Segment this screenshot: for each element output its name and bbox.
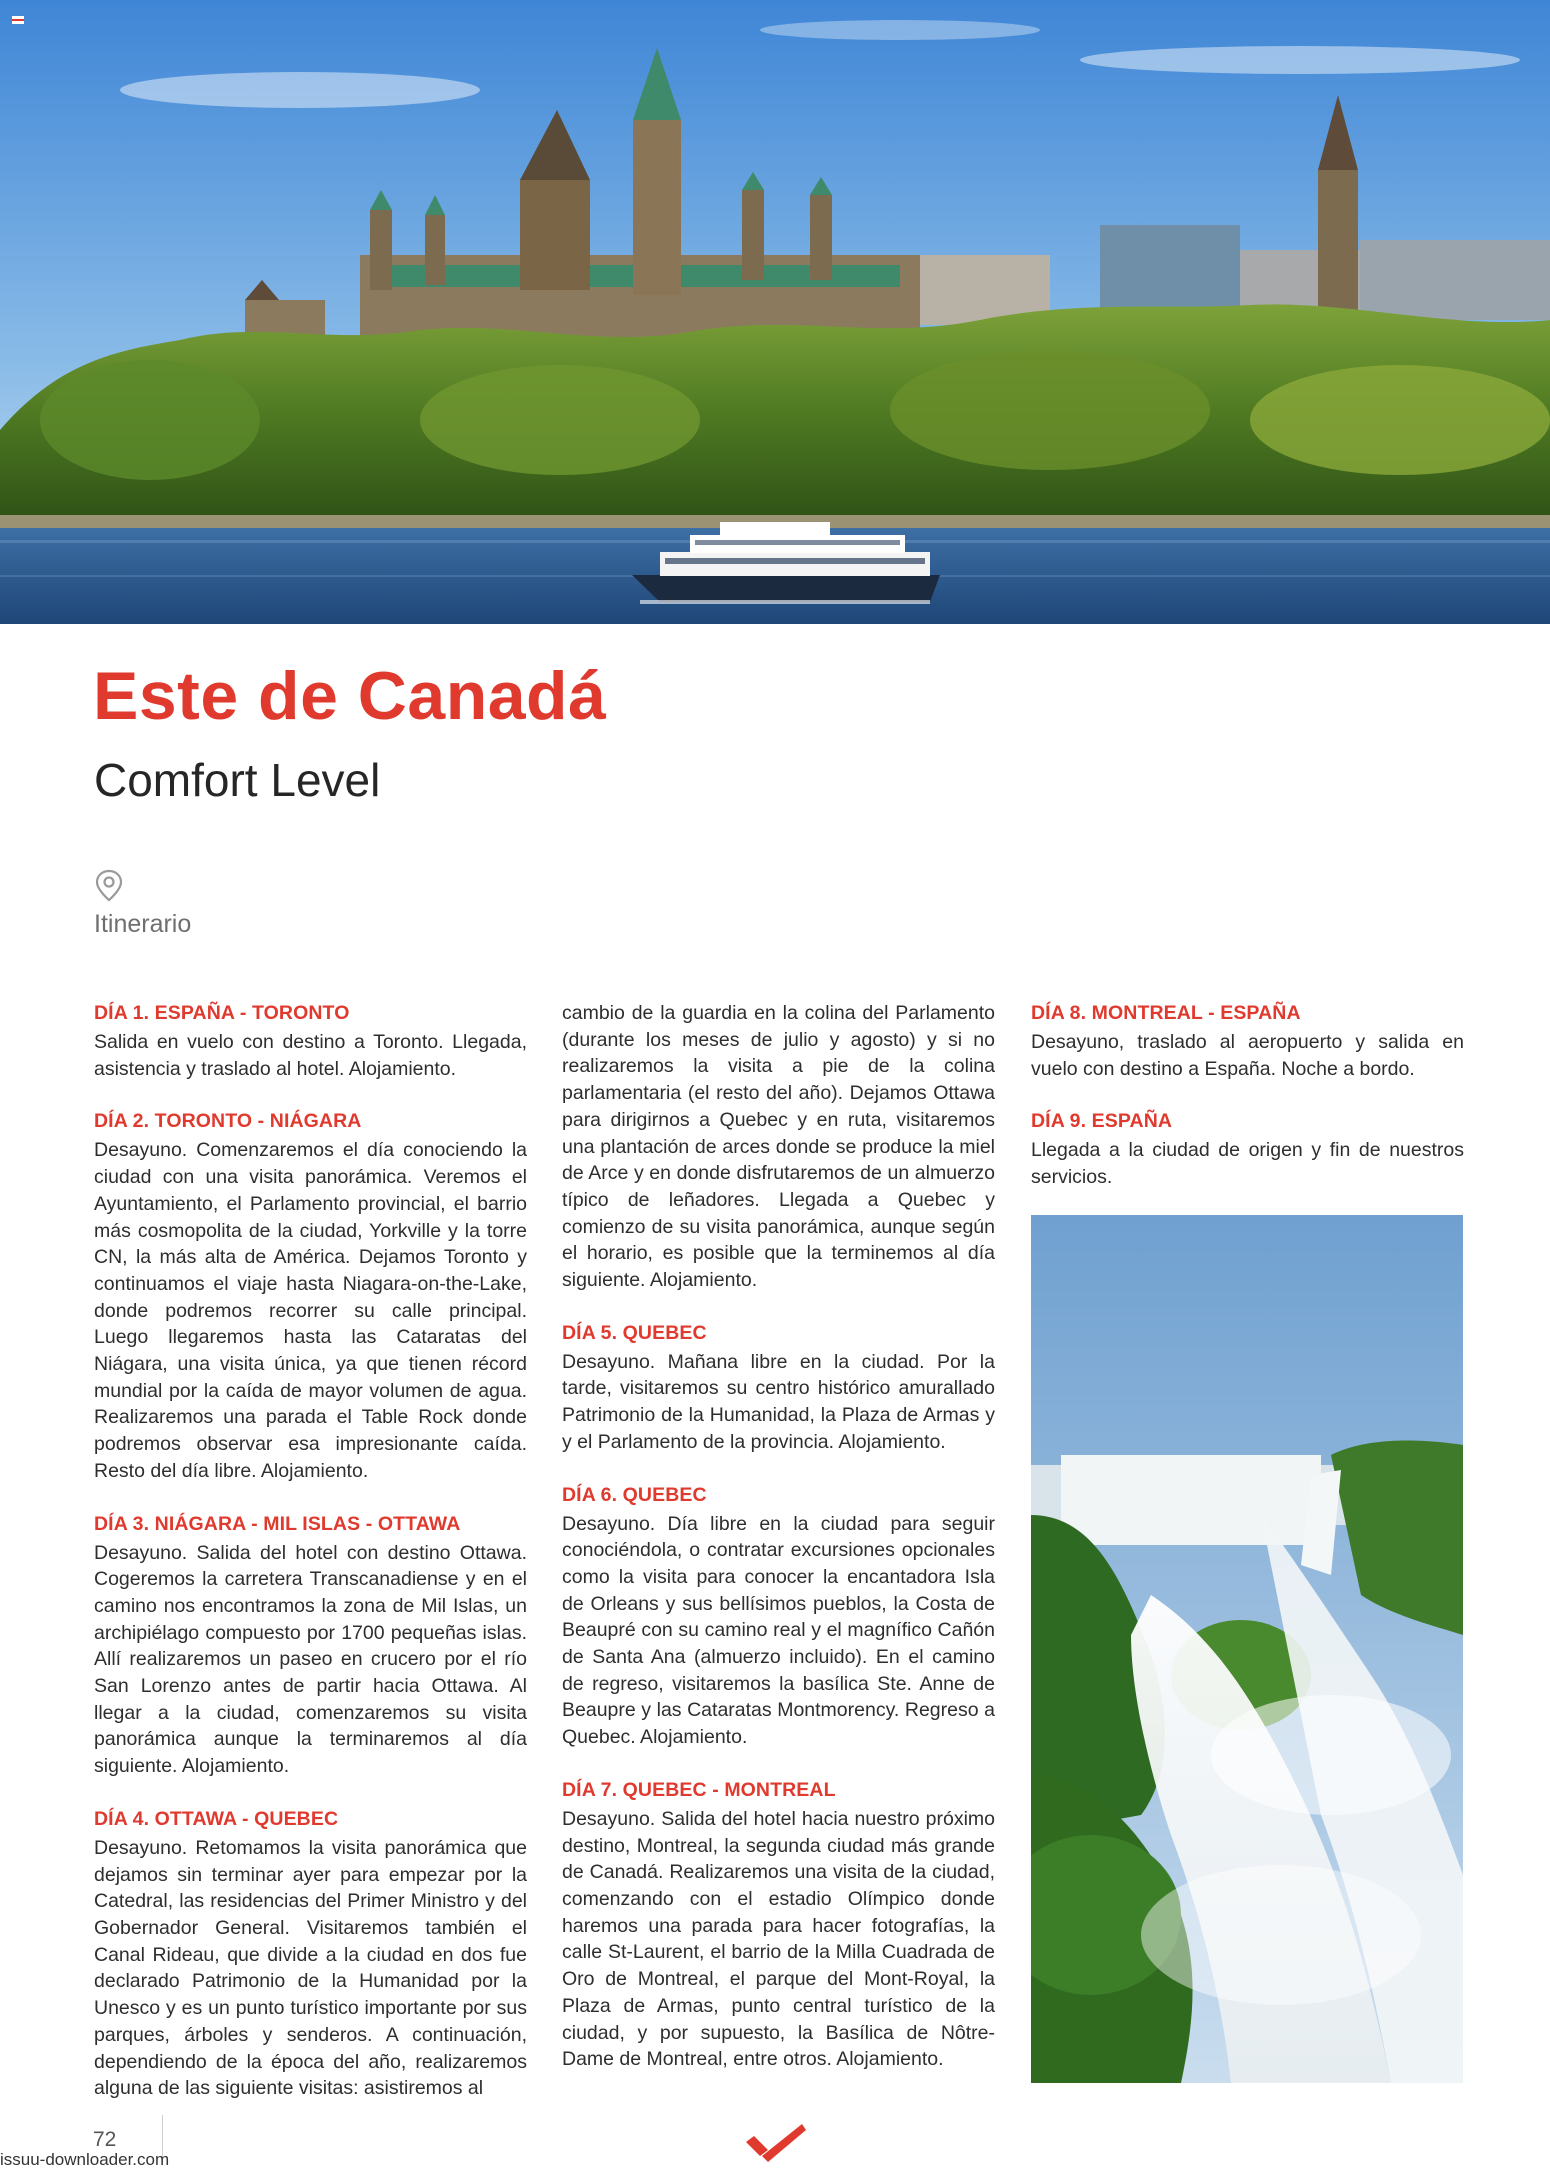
day-description: Desayuno. Salida del hotel hacia nuestro próximo destino, Montreal, la segunda ciudad más grande de Canadá. Realizaremos una visita de la ciudad, comenzando con el estadio Olímpico donde haremos una parada para hacer fotografías, la calle St-Laurent, el barrio de la Milla Cuadrada de Oro de Montreal, el parque del Mont-Royal, la Plaza de Armas, punto central turístico de la ciudad, y por supuesto, la Basílica de Nôtre-Dame de Montreal, entre otros. Alojamiento. xyxy=(562,1807,995,2071)
page-number: 72 xyxy=(93,2128,117,2151)
itinerary-day xyxy=(1031,1108,1464,1190)
day-heading: DÍA 2. TORONTO - NIÁGARA xyxy=(94,1110,362,1133)
itinerary-day xyxy=(562,1482,995,1751)
itinerary-day xyxy=(94,1806,527,2102)
itinerary-day xyxy=(94,1000,527,1082)
day-description: Desayuno. Retomamos la visita panorámica que dejamos sin terminar ayer para empezar por la Catedral, las residencias del Primer Ministro y del Gobernador General. Visitaremos también el Canal Rideau, que divide a la ciudad en dos fue declarado Patrimonio de la Humanidad por la Unesco y es un punto turístico importante por sus parques, árboles y senderos. A continuación, dependiendo de la época del año, realizaremos alguna de las siguiente visitas: asistiremos al xyxy=(94,1836,527,2100)
itinerary-day-continued xyxy=(562,1000,995,1294)
day-heading: DÍA 3. NIÁGARA - MIL ISLAS - OTTAWA xyxy=(94,1512,461,1535)
brand-check-logo xyxy=(742,2120,808,2164)
day-heading: DÍA 1. ESPAÑA - TORONTO xyxy=(94,1002,350,1024)
day-heading: DÍA 8. MONTREAL - ESPAÑA xyxy=(1031,1002,1301,1024)
day-description: Llegada a la ciudad de origen y fin de nuestros servicios. xyxy=(1031,1139,1464,1189)
page-subtitle: Comfort Level xyxy=(94,754,381,806)
itinerary-day xyxy=(94,1511,527,1780)
day-heading: DÍA 7. QUEBEC - MONTREAL xyxy=(562,1778,836,1801)
day-description: Desayuno. Día libre en la ciudad para seguir conociéndola, o contratar excursiones opcionales como la visita para conocer la encantadora Isla de Orleans y sus bellísimos pueblos, la Costa de Beaupré con su camino real y el magnífico Cañón de Santa Ana (almuerzo incluido). En el camino de regreso, visitaremos la basílica Ste. Anne de Beaupre y las Cataratas Montmorency. Regreso a Quebec. Alojamiento. xyxy=(562,1512,995,1749)
day-description: Salida en vuelo con destino a Toronto. Llegada, asistencia y traslado al hotel. Alojamiento. xyxy=(94,1031,527,1080)
waterfall-photo xyxy=(1031,1215,1463,2083)
day-heading: DÍA 6. QUEBEC xyxy=(562,1483,707,1506)
day-description: Desayuno, traslado al aeropuerto y salida en vuelo con destino a España. Noche a bordo. xyxy=(1031,1031,1464,1080)
itinerary-section-label: Itinerario xyxy=(94,910,192,938)
day-heading: DÍA 5. QUEBEC xyxy=(562,1321,707,1344)
flag-mark-icon xyxy=(12,16,24,24)
itinerary-day xyxy=(1031,1000,1464,1082)
itinerary-column-3 xyxy=(1031,1000,1464,1217)
location-pin-icon xyxy=(94,869,124,903)
itinerary-day xyxy=(94,1108,527,1484)
itinerary-column-1 xyxy=(94,1000,527,2128)
itinerary-column-2 xyxy=(562,1000,995,2099)
day-description: cambio de la guardia en la colina del Parlamento (durante los meses de julio y agosto) y si no realizaremos la visita a pie de la colina parlamentaria (el resto del año). Dejamos Ottawa para dirigirnos a Quebec y en ruta, visitaremos una plantación de arces donde se produce la miel de Arce y en donde disfrutaremos de un almuerzo típico de leñadores. Llegada a Quebec y comienzo de su visita panorámica, aunque según el horario, es posible que la terminemos al día siguiente. Alojamiento. xyxy=(562,1002,995,1292)
day-heading: DÍA 4. OTTAWA - QUEBEC xyxy=(94,1807,339,1830)
itinerary-day xyxy=(562,1320,995,1456)
watermark-text: issuu-downloader.com xyxy=(0,2150,170,2169)
day-description: Desayuno. Mañana libre en la ciudad. Por la tarde, visitaremos su centro histórico amurallado Patrimonio de la Humanidad, la Plaza de Armas y y el Parlamento de la provincia. Alojamiento. xyxy=(562,1350,995,1453)
day-description: Desayuno. Salida del hotel con destino Ottawa. Cogeremos la carretera Transcanadiense y en el camino nos encontramos la zona de Mil Islas, un archipiélago compuesto por 1700 pequeñas islas. Allí realizaremos un paseo en crucero por el río San Lorenzo antes de partir hacia Ottawa. Al llegar a la ciudad, comenzaremos su visita panorámica aunque la terminaremos al día siguiente. Alojamiento. xyxy=(94,1541,527,1778)
itinerary-day xyxy=(562,1777,995,2073)
hero-photo-parliament-hill xyxy=(0,0,1550,624)
day-description: Desayuno. Comenzaremos el día conociendo la ciudad con una visita panorámica. Veremos el Ayuntamiento, el Parlamento provincial, el barrio más cosmopolita de la ciudad, Yorkville y la torre CN, la más alta de América. Dejamos Toronto y continuamos el viaje hasta Niagara-on-the-Lake, donde podremos recorrer su calle principal. Luego llegaremos hasta las Cataratas del Niágara, una visita única, ya que tienen récord mundial por la caída de mayor volumen de agua. Realizaremos una parada el Table Rock donde podremos observar esa impresionante caída. Resto del día libre. Alojamiento. xyxy=(94,1139,527,1482)
page-title: Este de Canadá xyxy=(93,658,607,734)
day-heading: DÍA 9. ESPAÑA xyxy=(1031,1110,1173,1133)
